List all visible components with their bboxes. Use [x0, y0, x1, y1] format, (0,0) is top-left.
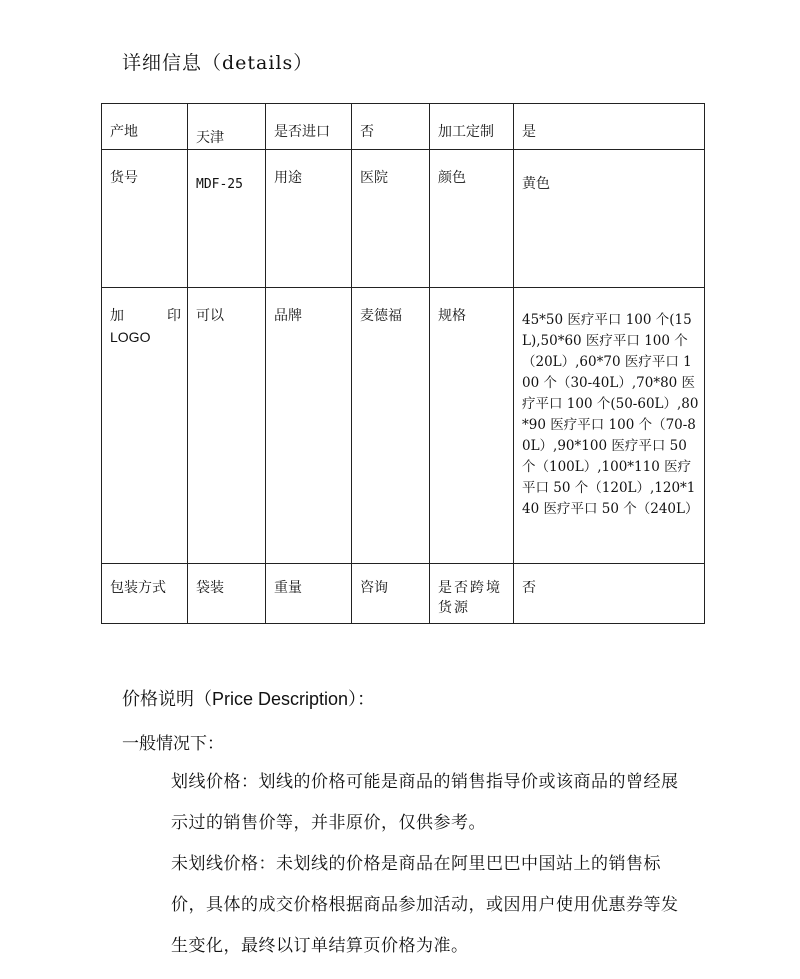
- item-no-label: 货号: [102, 150, 188, 288]
- custom-label: 加工定制: [430, 104, 514, 150]
- cross-border-value: 否: [514, 564, 705, 624]
- table-row: [102, 104, 705, 150]
- origin-value: 天津: [188, 104, 266, 150]
- packaging-value: 袋装: [188, 564, 266, 624]
- usage-label: 用途: [266, 150, 352, 288]
- usage-value: 医院: [352, 150, 430, 288]
- logo-print-label: 加 印 LOGO: [102, 288, 188, 564]
- table-row: [102, 564, 705, 624]
- color-label: 颜色: [430, 150, 514, 288]
- imported-value: 否: [352, 104, 430, 150]
- spec-value: 45*50 医疗平口 100 个(15L),50*60 医疗平口 100 个（20L）,60*70 医疗平口 100 个（30-40L）,70*80 医疗平口 100 个(50-60L）,80*90 医疗平口 100 个（70-80L）,90*100 医疗平口 50 个（100L）,100*110 医疗平口 50 个（120L）,120*140 医疗平口 50 个（240L）: [514, 288, 705, 564]
- cross-border-label: 是否跨境货源: [430, 564, 514, 624]
- packaging-label: 包装方式: [102, 564, 188, 624]
- brand-label: 品牌: [266, 288, 352, 564]
- logo-print-value: 可以: [188, 288, 266, 564]
- custom-value: 是: [514, 104, 705, 150]
- non-strikethrough-price-note: 未划线价格：未划线的价格是商品在阿里巴巴中国站上的销售标价，具体的成交价格根据商品参加活动，或因用户使用优惠券等发生变化，最终以订单结算页价格为准。: [171, 854, 679, 956]
- table-row: [102, 150, 705, 288]
- imported-label: 是否进口: [266, 104, 352, 150]
- strikethrough-price-note: 划线价格：划线的价格可能是商品的销售指导价或该商品的曾经展示过的销售价等，并非原价，仅供参考。: [171, 772, 679, 833]
- general-heading: 一般情况下：: [122, 734, 224, 754]
- origin-label: 产地: [102, 104, 188, 150]
- details-table: [101, 103, 705, 624]
- brand-value: 麦德福: [352, 288, 430, 564]
- weight-label: 重量: [266, 564, 352, 624]
- weight-value: 咨询: [352, 564, 430, 624]
- item-no-value: MDF-25: [188, 150, 266, 288]
- color-value: 黄色: [514, 150, 705, 288]
- price-title: 价格说明（Price Description）：: [122, 689, 376, 710]
- section-title: 详细信息（details）: [122, 52, 314, 74]
- spec-label: 规格: [430, 288, 514, 564]
- table-row: [102, 288, 705, 564]
